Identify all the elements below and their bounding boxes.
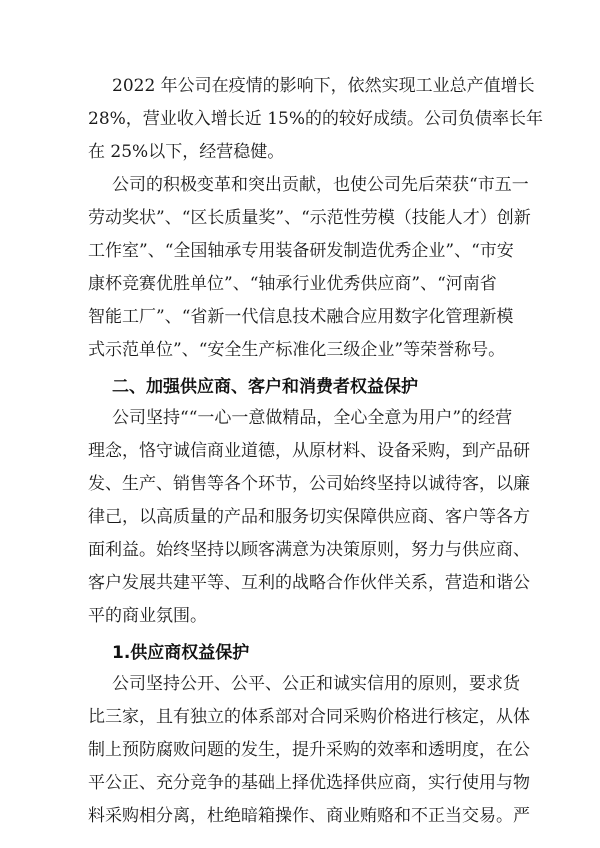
text-line: 发、生产、销售等各个环节，公司始终坚持以诚待客，以廉: [88, 474, 530, 494]
paragraph-performance: [88, 76, 543, 162]
text-line: 料采购相分离，杜绝暗箱操作、商业贿赂和不正当交易。严: [88, 806, 530, 826]
text-line: 面利益。始终坚持以顾客满意为决策原则，努力与供应商、: [88, 540, 530, 560]
text-line: 公司坚持““一心一意做精品，全心全意为用户”的经营: [112, 408, 513, 428]
text-line: 公司的积极变革和突出贡献，也使公司先后荣获“市五一: [112, 175, 529, 195]
text-line: 智能工厂”、“省新一代信息技术融合应用数字化管理新模: [88, 307, 514, 327]
text-line: 平的商业氛围。: [88, 606, 207, 626]
text-line: 比三家，且有独立的体系部对合同采购价格进行核定，从体: [88, 707, 530, 727]
text-line: 工作室”、“全国轴承专用装备研发制造优秀企业”、“市安: [88, 241, 514, 261]
text-line: 制上预防腐败问题的发生，提升采购的效率和透明度，在公: [88, 740, 530, 760]
paragraph-business-philosophy: [88, 408, 530, 626]
text-line: 劳动奖状”、“区长质量奖”、“示范性劳模（技能人才）创新: [88, 208, 531, 228]
text-line: 2022 年公司在疫情的影响下，依然实现工业总产值增长: [112, 76, 535, 96]
text-line: 公司坚持公开、公平、公正和诚实信用的原则，要求货: [112, 674, 520, 694]
text-line: 客户发展共建平等、互利的战略合作伙伴关系，营造和谐公: [88, 573, 530, 593]
text-line: 理念，恪守诚信商业道德，从原材料、设备采购，到产品研: [88, 441, 530, 461]
text-line: 28%，营业收入增长近 15%的的较好成绩。公司负债率长年: [88, 109, 543, 129]
text-line: 式示范单位”、“安全生产标准化三级企业”等荣誉称号。: [88, 340, 506, 360]
paragraph-supplier-rights: [88, 674, 530, 826]
text-line: 在 25%以下，经营稳健。: [88, 142, 285, 162]
text-line: 律己，以高质量的产品和服务切实保障供应商、客户等各方: [88, 507, 530, 527]
subsection-heading: 1.供应商权益保护: [112, 643, 250, 663]
paragraph-honors: [88, 175, 531, 360]
text-line: 平公正、充分竞争的基础上择优选择供应商，实行使用与物: [88, 773, 530, 793]
section-heading: 二、加强供应商、客户和消费者权益保护: [112, 377, 418, 397]
text-line: 康杯竞赛优胜单位”、“轴承行业优秀供应商”、“河南省: [88, 274, 497, 294]
